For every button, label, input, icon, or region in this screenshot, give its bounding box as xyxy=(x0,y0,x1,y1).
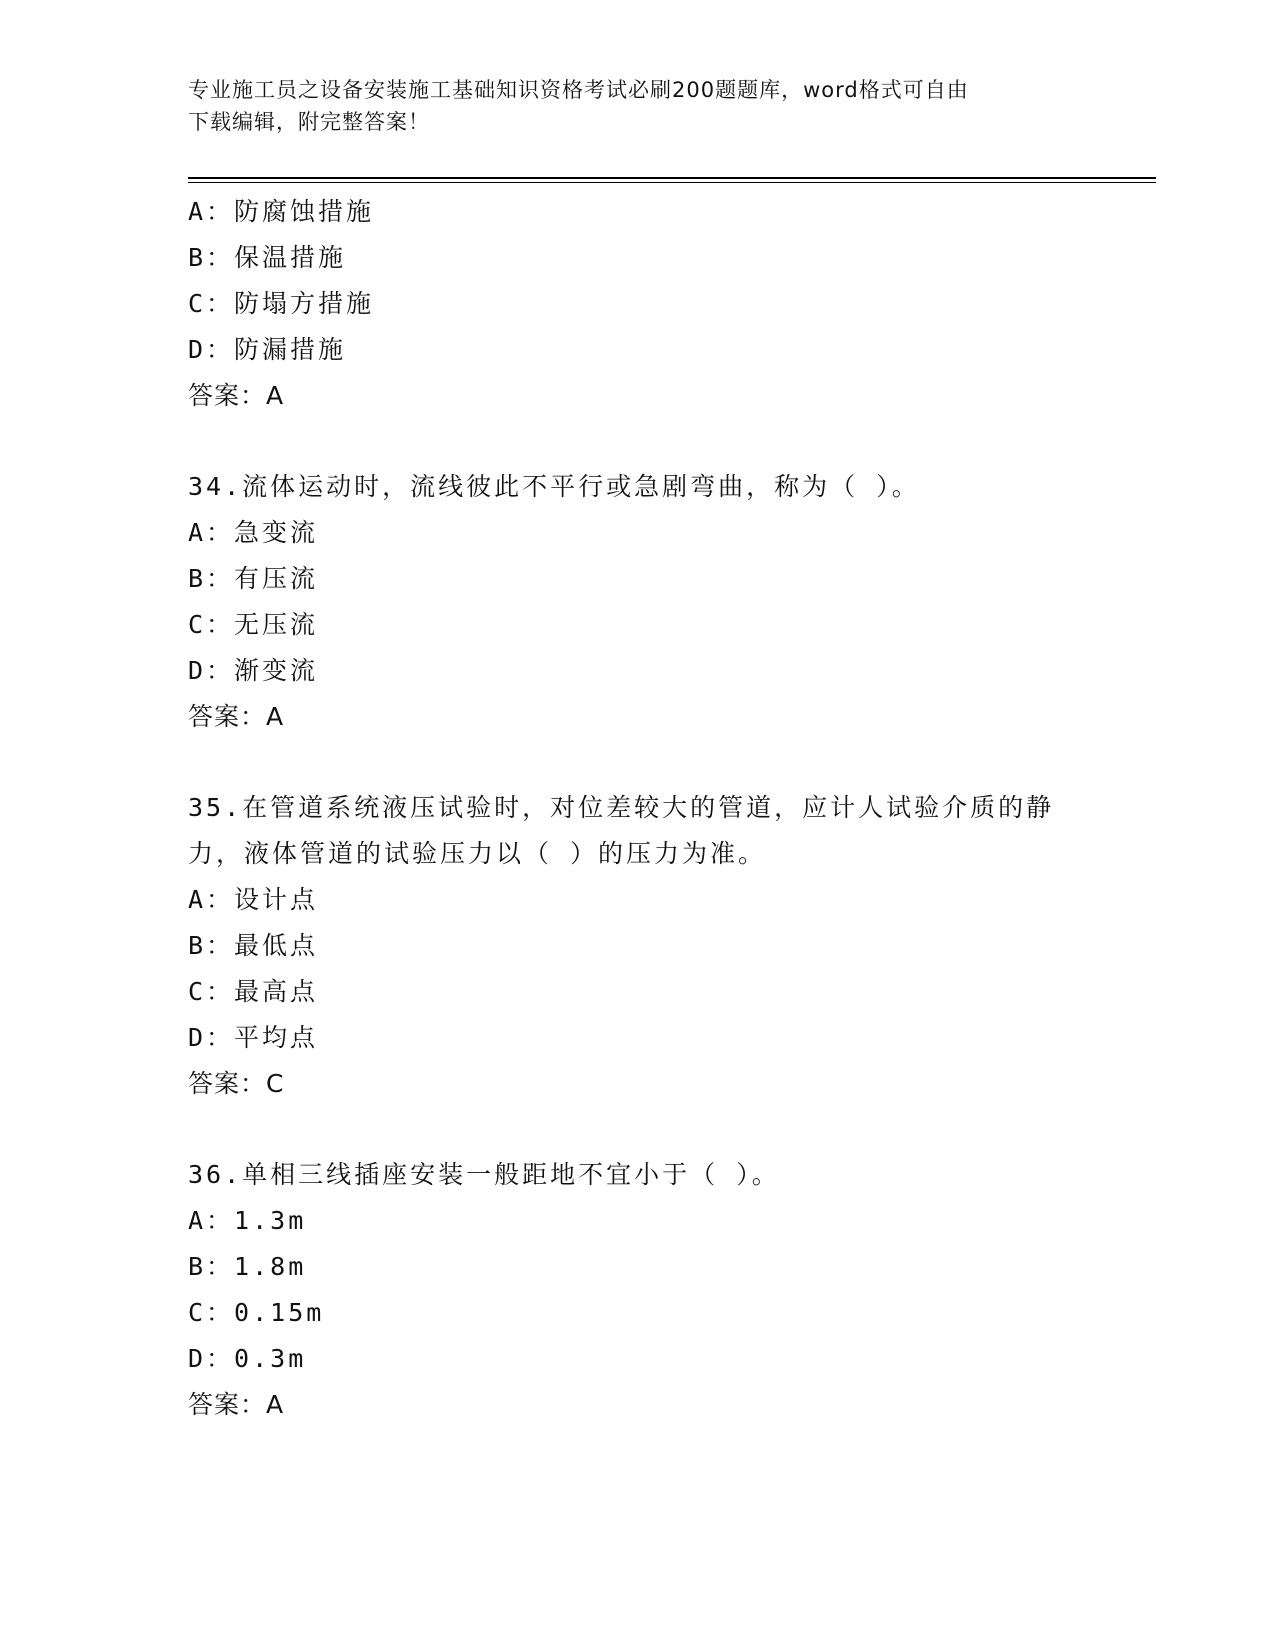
question-stem-line-2: 力，液体管道的试验压力以（ ）的压力为准。 xyxy=(188,839,767,868)
question-spacer xyxy=(188,1107,1108,1152)
option-a: A：急变流 xyxy=(188,518,319,547)
option-a: A：防腐蚀措施 xyxy=(188,197,375,226)
option-b: B：1.8m xyxy=(188,1252,307,1281)
option-d: D：0.3m xyxy=(188,1344,307,1373)
header-title-line-1: 专业施工员之设备安装施工基础知识资格考试必刷200题题库，word格式可自由 xyxy=(188,78,969,102)
question-stem: 34.流体运动时，流线彼此不平行或急剧弯曲，称为（ ）。 xyxy=(188,472,920,501)
question-spacer xyxy=(188,740,1108,785)
header-divider-thick xyxy=(188,177,1156,179)
question-stem: 36.单相三线插座安装一般距地不宜小于（ ）。 xyxy=(188,1160,780,1189)
header-divider-thin xyxy=(188,182,1156,183)
question-list xyxy=(188,189,1108,1428)
option-b: B：最低点 xyxy=(188,931,319,960)
option-a: A：1.3m xyxy=(188,1206,307,1235)
answer-line: 答案：A xyxy=(188,381,285,410)
option-c: C：0.15m xyxy=(188,1298,325,1327)
option-d: D：平均点 xyxy=(188,1023,319,1052)
option-c: C：无压流 xyxy=(188,610,319,639)
question-block-33 xyxy=(188,189,1108,419)
answer-line: 答案：A xyxy=(188,702,285,731)
option-d: D：防漏措施 xyxy=(188,335,347,364)
option-b: B：保温措施 xyxy=(188,243,347,272)
question-block-34 xyxy=(188,464,1108,740)
answer-line: 答案：A xyxy=(188,1390,285,1419)
header-title-line-2: 下载编辑，附完整答案！ xyxy=(188,110,430,134)
option-c: C：防塌方措施 xyxy=(188,289,375,318)
question-block-35 xyxy=(188,785,1108,1107)
question-spacer xyxy=(188,419,1108,464)
document-header xyxy=(188,74,1088,138)
question-stem-line-1: 35.在管道系统液压试验时，对位差较大的管道，应计人试验介质的静 xyxy=(188,793,1055,822)
option-b: B：有压流 xyxy=(188,564,319,593)
question-block-36 xyxy=(188,1152,1108,1428)
answer-line: 答案：C xyxy=(188,1069,285,1098)
option-d: D：渐变流 xyxy=(188,656,319,685)
option-a: A：设计点 xyxy=(188,885,319,914)
option-c: C：最高点 xyxy=(188,977,319,1006)
